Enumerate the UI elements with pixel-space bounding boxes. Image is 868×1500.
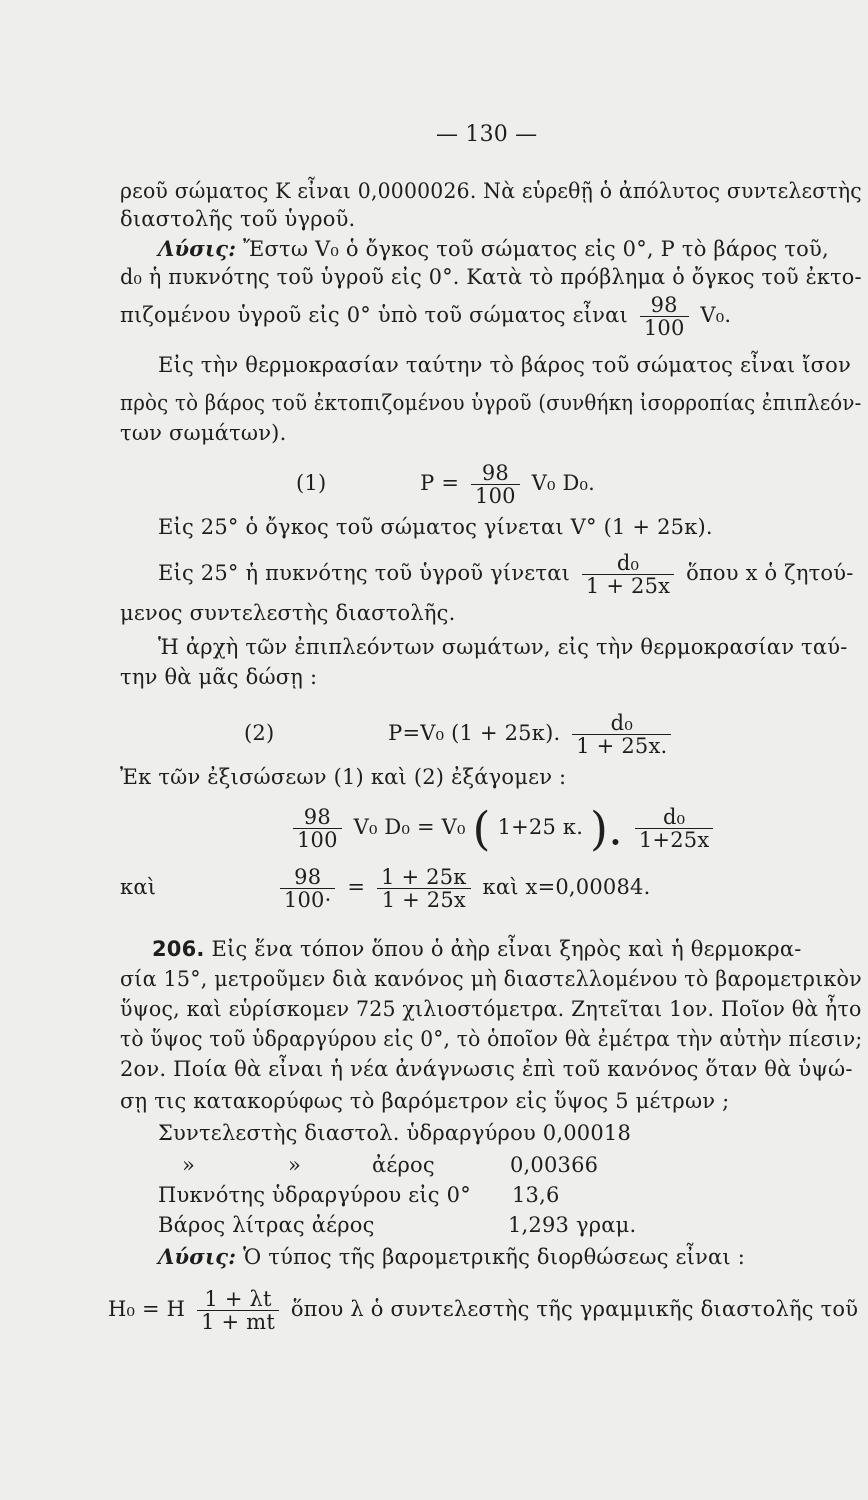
equation-2 — [244, 712, 676, 757]
fraction-d0 — [582, 552, 674, 597]
constants-row-3-value: 13,6 — [512, 1183, 560, 1207]
fraction-98-100 — [293, 806, 342, 851]
equation-2-label: (2) — [244, 721, 275, 745]
text-line-8: των σωμάτων). — [120, 421, 287, 445]
equation-4 — [120, 866, 651, 911]
text-line-4: d₀ ἡ πυκνότης τοῦ ὑγροῦ εἰς 0°. Κατὰ τὸ πρόβλημα ὁ ὄγκος τοῦ ἐκτο- — [120, 265, 862, 289]
text-line-11: μενος συντελεστὴς διαστολῆς. — [120, 601, 456, 625]
fraction-den: 100 — [471, 484, 520, 507]
text-line-21-body: Ὁ τύπος τῆς βαρομετρικῆς διορθώσεως εἶναι : — [236, 1245, 745, 1269]
equation-5 — [108, 1288, 858, 1333]
solution-label: Λύσις: — [158, 236, 237, 261]
text-line-15 — [152, 936, 802, 962]
equation-5-after: ὅπου λ ὁ συντελεστὴς τῆς γραμμικῆς διαστολῆς τοῦ — [290, 1297, 859, 1321]
fraction-num: 1 + 25κ — [381, 865, 467, 889]
text-line-15-body: Εἰς ἕνα τόπον ὅπου ὁ ἀὴρ εἶναι ξηρὸς καὶ ἡ θερμοκρα- — [204, 937, 802, 961]
section-number: 206. — [152, 937, 205, 961]
equation-4-after: καὶ x=0,00084. — [482, 875, 651, 899]
fraction-den: 1 + 25x — [582, 574, 674, 597]
equation-4-eq: = — [347, 875, 366, 899]
fraction-98-100 — [280, 866, 336, 911]
equation-5-lhs: H₀ = H — [108, 1297, 186, 1321]
page-number: — 130 — — [436, 122, 538, 147]
equation-2-lhs: P=V₀ (1 + 25κ). — [388, 721, 561, 745]
equation-3 — [288, 801, 718, 856]
constants-row-1: Συντελεστὴς διαστολ. ὑδραργύρου 0,00018 — [158, 1121, 632, 1145]
text-line-17: ὕψος, καὶ εὑρίσκομεν 725 χιλιοστόμετρα. Ζητεῖται 1ον. Ποῖον θὰ ἦτο — [120, 997, 862, 1021]
text-line-18: τὸ ὕψος τοῦ ὑδραργύρου εἰς 0°, τὸ ὁποῖον θὰ ἐμέτρα τὴν αὐτὴν πίεσιν; — [120, 1027, 863, 1051]
fraction-rhs — [377, 866, 471, 911]
fraction-den: 100 — [640, 316, 689, 339]
text-line-2: διαστολῆς τοῦ ὑγροῦ. — [120, 207, 356, 231]
text-line-20: σῃ τις κατακορύφως τὸ βαρόμετρον εἰς ὕψος 5 μέτρων ; — [120, 1089, 730, 1113]
fraction-formula — [197, 1288, 279, 1333]
text-line-1: ρεοῦ σώματος Κ εἶναι 0,0000026. Νὰ εὑρεθῇ ὁ ἀπόλυτος συντελεστὴς — [120, 179, 862, 203]
fraction-num: d₀ — [663, 805, 686, 829]
text-line-16: σία 15°, μετροῦμεν διὰ κανόνος μὴ διαστελλομένου τὸ βαρομετρικὸν — [120, 967, 862, 991]
text-line-10-after: ὅπου x ὁ ζητού- — [686, 561, 854, 585]
text-line-7: πρὸς τὸ βάρος τοῦ ἐκτοπιζομένου ὑγροῦ (συνθήκη ἰσορροπίας ἐπιπλεόν- — [120, 391, 862, 415]
equation-1-rhs: V₀ D₀. — [531, 471, 596, 495]
constants-row-4-value: 1,293 γραμ. — [508, 1213, 637, 1237]
fraction-d0 — [572, 712, 671, 757]
text-line-5-after: V₀. — [700, 303, 732, 327]
text-line-3 — [158, 236, 829, 262]
constants-row-2-ditto-2: » — [288, 1153, 302, 1177]
fraction-num: 98 — [481, 461, 509, 485]
fraction-98-100 — [471, 462, 520, 507]
text-line-5 — [120, 294, 731, 339]
equation-3-paren-inner: 1+25 κ. — [497, 815, 584, 839]
text-line-10-body: Εἰς 25° ἡ πυκνότης τοῦ ὑγροῦ γίνεται — [158, 561, 571, 585]
equation-1 — [296, 462, 595, 507]
text-line-9: Εἰς 25° ὁ ὄγκος τοῦ σώματος γίνεται V° (1 + 25κ). — [158, 515, 713, 539]
text-line-19: 2ον. Ποία θὰ εἶναι ἡ νέα ἀνάγνωσις ἐπὶ τοῦ κανόνος ὅταν θὰ ὑψώ- — [120, 1057, 853, 1081]
text-line-10 — [158, 552, 854, 597]
solution-label: Λύσις: — [158, 1244, 237, 1269]
fraction-den: 1+25x — [635, 828, 714, 851]
fraction-num: 1 + λt — [204, 1287, 272, 1311]
fraction-num: 98 — [294, 865, 322, 889]
fraction-num: 98 — [303, 805, 331, 829]
equation-1-label: (1) — [296, 471, 327, 495]
fraction-den: 100 — [293, 828, 342, 851]
text-line-12: Ἡ ἀρχὴ τῶν ἐπιπλεόντων σωμάτων, εἰς τὴν θερμοκρασίαν ταύ- — [158, 635, 848, 659]
text-line-13: την θὰ μᾶς δώσῃ : — [120, 665, 318, 689]
fraction-num: d₀ — [610, 711, 633, 735]
equation-1-lhs: P = — [420, 471, 460, 495]
fraction-num: d₀ — [616, 551, 640, 575]
fraction-den: 1 + mt — [197, 1310, 279, 1333]
equation-4-kai: καὶ — [120, 875, 157, 899]
fraction-98-100 — [640, 294, 689, 339]
equation-3-paren-open: ( — [472, 801, 491, 856]
text-line-3-body: Ἔστω V₀ ὁ ὄγκος τοῦ σώματος εἰς 0°, Ρ τὸ βάρος τοῦ, — [236, 237, 829, 261]
constants-row-2-ditto-1: » — [182, 1153, 196, 1177]
text-line-6: Εἰς τὴν θερμοκρασίαν ταύτην τὸ βάρος τοῦ σώματος εἶναι ἴσον — [158, 353, 851, 377]
fraction-num: 98 — [650, 293, 678, 317]
fraction-den: 100· — [280, 888, 336, 911]
equation-3-paren-close: ). — [590, 801, 623, 856]
constants-row-4-label: Βάρος λίτρας ἀέρος — [158, 1213, 375, 1237]
constants-row-3-label: Πυκνότης ὑδραργύρου εἰς 0° — [158, 1183, 471, 1207]
text-line-14: Ἐκ τῶν ἐξισώσεων (1) καὶ (2) ἐξάγομεν : — [120, 765, 567, 789]
equation-3-mid: V₀ D₀ = V₀ — [353, 815, 466, 839]
fraction-d0 — [635, 806, 714, 851]
text-line-21 — [158, 1244, 745, 1270]
text-line-5-body: πιζομένου ὑγροῦ εἰς 0° ὑπὸ τοῦ σώματος εἶναι — [120, 303, 628, 327]
constants-row-2-label: ἀέρος — [372, 1153, 435, 1177]
fraction-den: 1 + 25x — [377, 888, 471, 911]
constants-row-2-value: 0,00366 — [510, 1153, 599, 1177]
fraction-den: 1 + 25x. — [572, 734, 671, 757]
